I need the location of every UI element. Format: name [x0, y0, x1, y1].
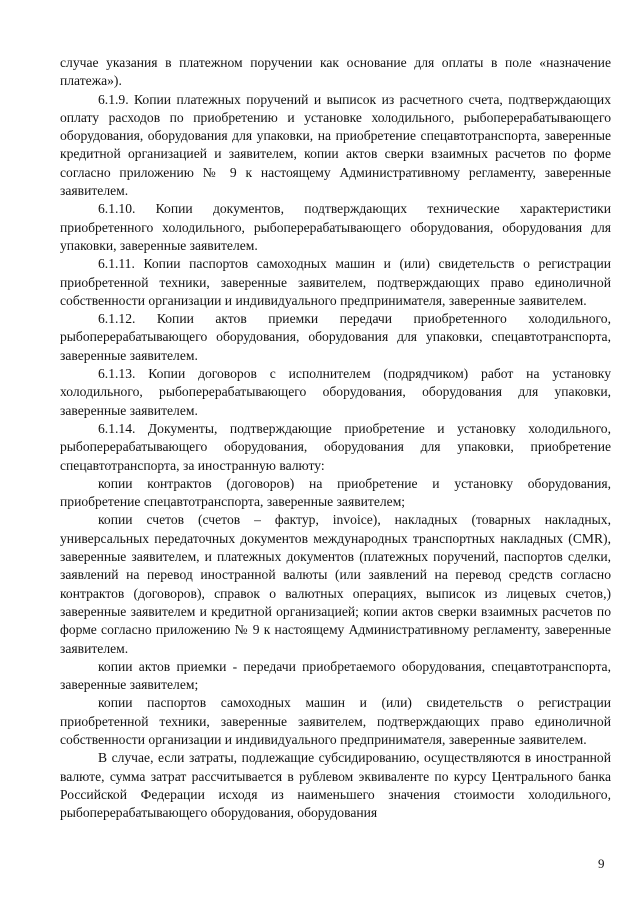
paragraph-acceptance-acts: копии актов приемки - передачи приобретаемого оборудования, спецавтотранспорта, заверенные заявителем; [60, 658, 611, 693]
paragraph-6-1-12: 6.1.12. Копии актов приемки передачи приобретенного холодильного, рыбоперерабатывающего оборудования, оборудования для упаковки, спецавтотранспорта, заверенные заявителем. [60, 311, 611, 363]
paragraph-6-1-13: 6.1.13. Копии договоров с исполнителем (подрядчиком) работ на установку холодильного, рыбоперерабатывающего оборудования, оборудования для упаковки, заверенные заявителем. [60, 366, 611, 418]
paragraph-contracts-copies: копии контрактов (договоров) на приобретение и установку оборудования, приобретение спецавтотранспорта, заверенные заявителем; [60, 475, 611, 510]
paragraph-invoices-copies: копии счетов (счетов – фактур, invoice), накладных (товарных накладных, универсальных передаточных документов международных транспортных накладных (CMR), заверенные заявителем, и платежных документов (платежных поручений, паспортов сделки, заявлений на перевод иностранной валюты (или заявлений на перевод средств согласно контрактов (договоров), справок о валютных операциях, выписок из лицевых счетов,) заверенные заявителем и кредитной организацией; копии актов сверки взаимных расчетов по форме согласно приложению № 9 к настоящему Административному регламенту, заверенные заявителем. [60, 512, 611, 656]
paragraph-foreign-currency: В случае, если затраты, подлежащие субсидированию, осуществляются в иностранной валюте, сумма затрат рассчитывается в рублевом эквиваленте по курсу Центрального банка Российской Федерации исходя из наименьшего значения стоимости холодильного, рыбоперерабатывающего оборудования, оборудования [60, 750, 611, 821]
paragraph-6-1-14: 6.1.14. Документы, подтверждающие приобретение и установку холодильного, рыбоперерабатывающего оборудования, оборудования для упаковки, приобретение спецавтотранспорта, за иностранную валюту: [60, 420, 611, 473]
paragraph-6-1-11: 6.1.11. Копии паспортов самоходных машин и (или) свидетельств о регистрации приобретенной техники, заверенные заявителем, подтверждающих право единоличной собственности организации и индивидуального предпринимателя, заверенные заявителем. [60, 256, 611, 308]
paragraph-vehicle-passports: копии паспортов самоходных машин и (или) свидетельств о регистрации приобретенной техники, заверенные заявителем, подтверждающих право единоличной собственности организации и индивидуального предпринимателя, заверенные заявителем. [60, 695, 611, 747]
document-page [60, 54, 611, 822]
page-number: 9 [598, 856, 605, 871]
paragraph-continuation: случае указания в платежном поручении как основание для оплаты в поле «назначение платежа»). [60, 55, 611, 89]
paragraph-6-1-10: 6.1.10. Копии документов, подтверждающих технические характеристики приобретенного холодильного, рыбоперерабатывающего оборудования, оборудования для упаковки, заверенные заявителем. [60, 201, 611, 253]
paragraph-6-1-9: 6.1.9. Копии платежных поручений и выписок из расчетного счета, подтверждающих оплату расходов по приобретению и установке холодильного, рыбоперерабатывающего оборудования, оборудования для упаковки, на приобретение спецавтотранспорта, заверенные кредитной организацией и заявителем, копии актов сверки взаимных расчетов по форме согласно приложению № 9 к настоящему Административному регламенту, заверенные заявителем. [60, 91, 611, 199]
